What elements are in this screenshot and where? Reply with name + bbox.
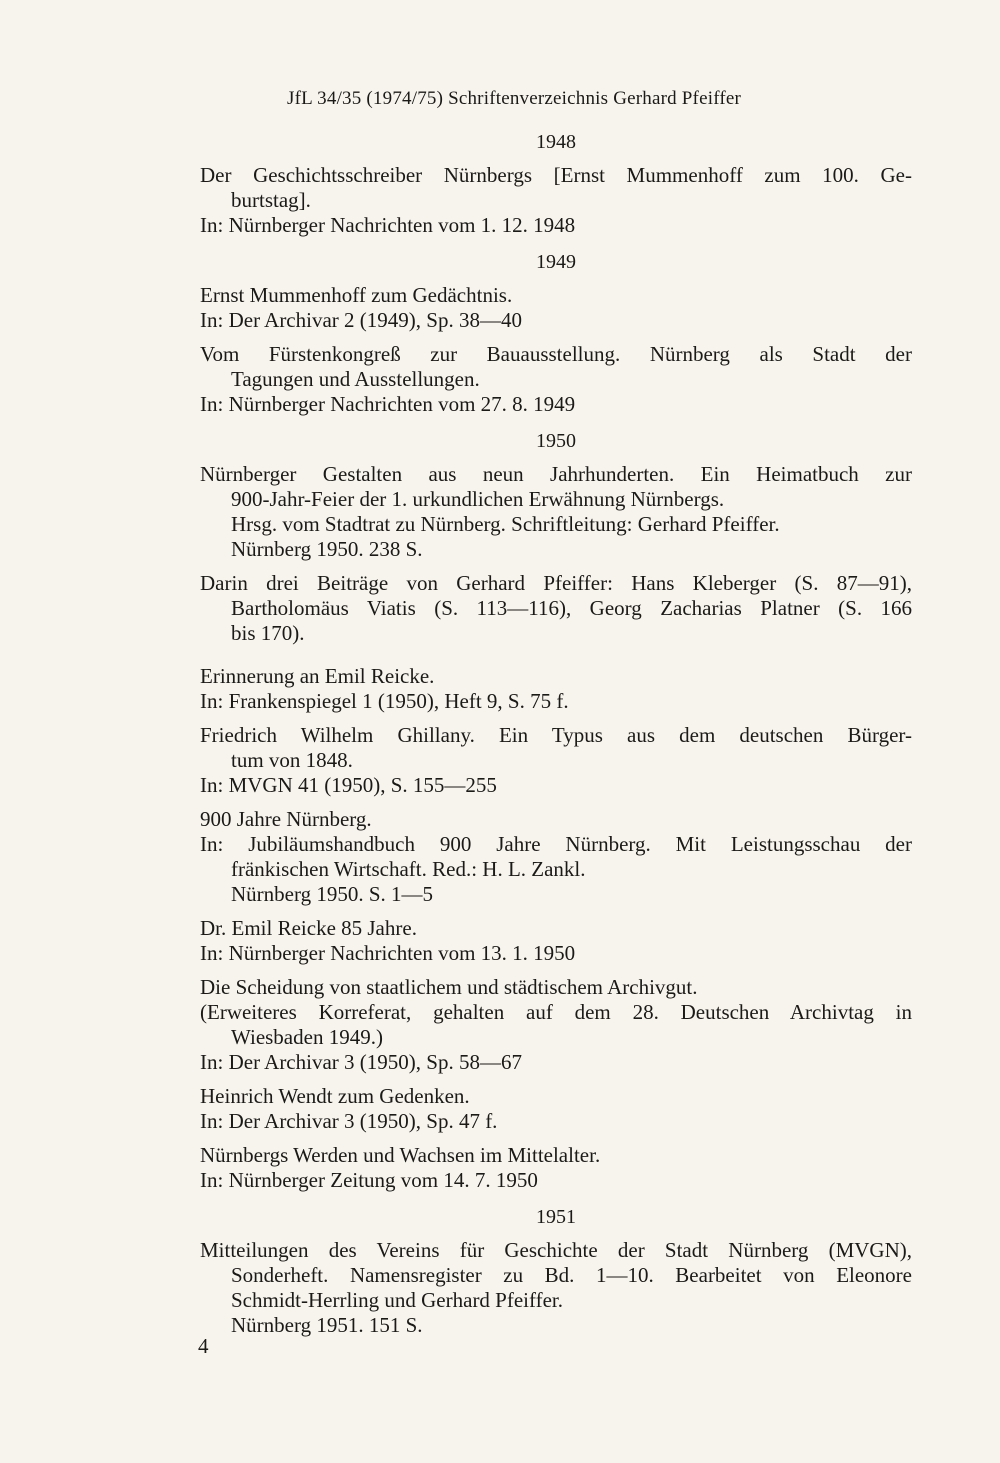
- entry-line: Nürnbergs Werden und Wachsen im Mittelalter.: [200, 1143, 601, 1167]
- bibliography-entry: [200, 975, 912, 1075]
- entry-line: tum von 1848.: [231, 748, 353, 772]
- entry-line: Nürnberg 1951. 151 S.: [231, 1313, 423, 1337]
- entry-line: In: Der Archivar 3 (1950), Sp. 47 f.: [200, 1109, 498, 1133]
- entry-line: Tagungen und Ausstellungen.: [231, 367, 480, 391]
- entry-line: Schmidt-Herrling und Gerhard Pfeiffer.: [231, 1288, 564, 1312]
- entry-line: In: Nürnberger Zeitung vom 14. 7. 1950: [200, 1168, 538, 1192]
- bibliography-entry: [200, 571, 912, 646]
- entry-line: Nürnberg 1950. S. 1—5: [231, 882, 434, 906]
- entry-line: Nürnberger Gestalten aus neun Jahrhunderten. Ein Heimatbuch zur: [200, 462, 912, 486]
- bibliography-entry: [200, 1143, 912, 1193]
- year-heading: 1950: [536, 430, 576, 452]
- entry-line: 900-Jahr-Feier der 1. urkundlichen Erwähnung Nürnbergs.: [231, 487, 725, 511]
- entry-line: In: Der Archivar 2 (1949), Sp. 38—40: [200, 308, 522, 332]
- entry-line: Erinnerung an Emil Reicke.: [200, 664, 435, 688]
- running-head: JfL 34/35 (1974/75) Schriftenverzeichnis Gerhard Pfeiffer: [287, 88, 742, 109]
- entry-line: (Erweiteres Korreferat, gehalten auf dem 28. Deutschen Archivtag in: [200, 1000, 912, 1024]
- entry-line: In: Der Archivar 3 (1950), Sp. 58—67: [200, 1050, 522, 1074]
- entry-line: In: Jubiläumshandbuch 900 Jahre Nürnberg. Mit Leistungsschau der: [200, 832, 912, 856]
- bibliography-entry: [200, 163, 912, 238]
- entry-line: Bartholomäus Viatis (S. 113—116), Georg Zacharias Platner (S. 166: [231, 596, 912, 620]
- bibliography-entry: [200, 1238, 912, 1338]
- entry-line: Heinrich Wendt zum Gedenken.: [200, 1084, 470, 1108]
- entry-line: Dr. Emil Reicke 85 Jahre.: [200, 916, 417, 940]
- entry-line: In: Nürnberger Nachrichten vom 13. 1. 1950: [200, 941, 576, 965]
- entry-line: Ernst Mummenhoff zum Gedächtnis.: [200, 283, 513, 307]
- year-heading: 1949: [536, 251, 576, 273]
- entry-line: In: Nürnberger Nachrichten vom 1. 12. 1948: [200, 213, 576, 237]
- entry-line: Nürnberg 1950. 238 S.: [231, 537, 423, 561]
- entry-line: In: Frankenspiegel 1 (1950), Heft 9, S. 75 f.: [200, 689, 569, 713]
- entry-line: In: MVGN 41 (1950), S. 155—255: [200, 773, 497, 797]
- entry-line: Wiesbaden 1949.): [231, 1025, 383, 1049]
- bibliography-entry: [200, 342, 912, 417]
- entry-line: Mitteilungen des Vereins für Geschichte der Stadt Nürnberg (MVGN),: [200, 1238, 912, 1262]
- entry-line: burtstag].: [231, 188, 311, 212]
- bibliography-entry: [200, 807, 912, 907]
- entry-line: Der Geschichtsschreiber Nürnbergs [Ernst Mummenhoff zum 100. Ge-: [200, 163, 912, 187]
- bibliography-entry: [200, 916, 912, 966]
- entry-line: Vom Fürstenkongreß zur Bauausstellung. Nürnberg als Stadt der: [200, 342, 912, 366]
- bibliography-entry: [200, 462, 912, 562]
- entry-line: Sonderheft. Namensregister zu Bd. 1—10. Bearbeitet von Eleonore: [231, 1263, 912, 1287]
- entry-line: bis 170).: [231, 621, 305, 645]
- entry-line: In: Nürnberger Nachrichten vom 27. 8. 1949: [200, 392, 576, 416]
- entry-line: Hrsg. vom Stadtrat zu Nürnberg. Schriftleitung: Gerhard Pfeiffer.: [231, 512, 780, 536]
- entry-line: Darin drei Beiträge von Gerhard Pfeiffer: Hans Kleberger (S. 87—91),: [200, 571, 912, 595]
- entry-line: 900 Jahre Nürnberg.: [200, 807, 372, 831]
- year-heading: 1951: [536, 1206, 576, 1228]
- page-number: 4: [198, 1334, 209, 1358]
- bibliography: [200, 130, 912, 1347]
- bibliography-entry: [200, 1084, 912, 1134]
- bibliography-entry: [200, 283, 912, 333]
- year-heading: 1948: [536, 131, 576, 153]
- bibliography-entry: [200, 723, 912, 798]
- entry-line: Die Scheidung von staatlichem und städtischem Archivgut.: [200, 975, 698, 999]
- bibliography-entry: [200, 664, 912, 714]
- entry-line: Friedrich Wilhelm Ghillany. Ein Typus aus dem deutschen Bürger-: [200, 723, 912, 747]
- entry-line: fränkischen Wirtschaft. Red.: H. L. Zankl.: [231, 857, 586, 881]
